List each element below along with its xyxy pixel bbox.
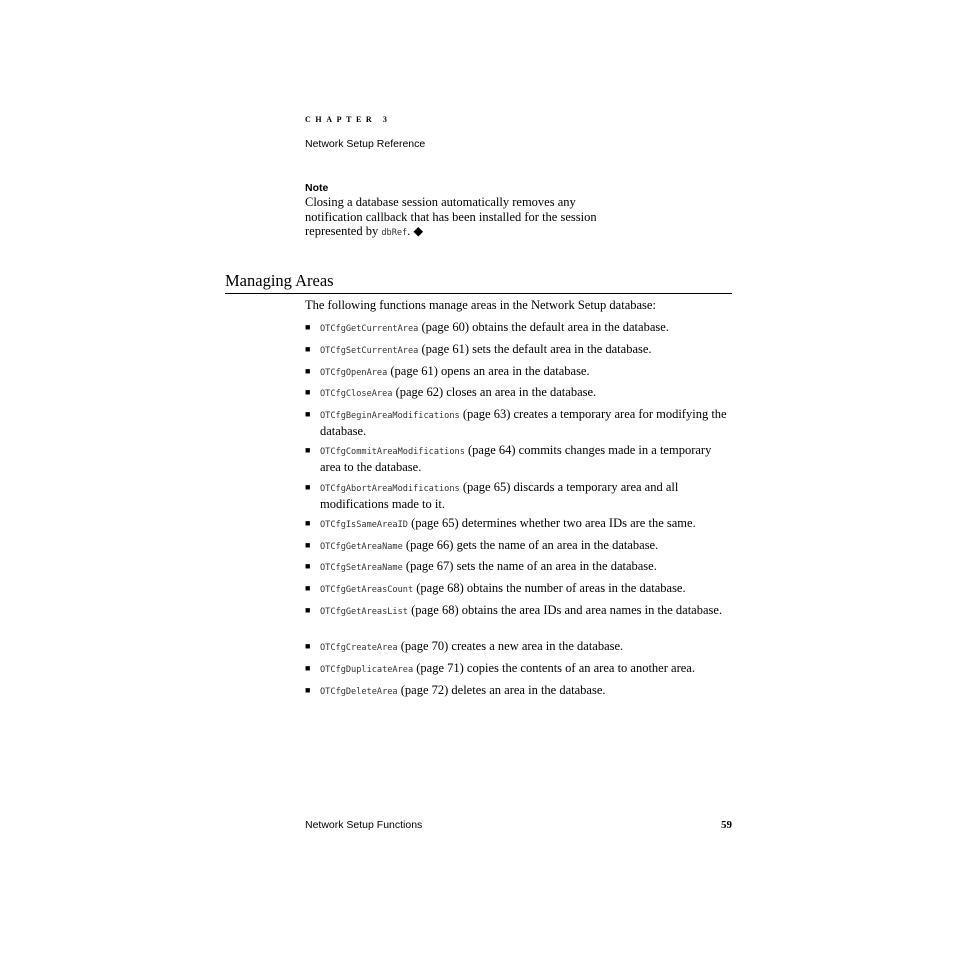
note-end: . ◆: [407, 224, 424, 238]
note-text: Closing a database session automatically removes any notification callback that has been installed for the session represented by: [305, 195, 597, 238]
list-item-text: [320, 480, 730, 511]
list-item: [305, 538, 730, 555]
function-description: (page 62) closes an area in the database.: [392, 385, 597, 399]
note-box: [305, 182, 635, 241]
function-description: (page 71) copies the contents of an area to another area.: [413, 661, 695, 675]
list-item: [305, 320, 730, 337]
list-item-text: [320, 516, 730, 533]
page-number: 59: [721, 819, 732, 831]
list-item-text: [320, 661, 730, 678]
list-item: [305, 364, 730, 381]
list-item-text: [320, 639, 730, 656]
function-description: (page 70) creates a new area in the database.: [397, 639, 624, 653]
note-code: dbRef: [381, 228, 408, 238]
note-title: Note: [305, 182, 329, 194]
list-item-text: [320, 603, 730, 620]
bullet-icon: ■: [305, 344, 311, 354]
function-name-link[interactable]: OTCfgGetAreasCount: [320, 585, 414, 595]
list-item: [305, 342, 730, 359]
list-item: [305, 603, 730, 620]
function-name-link[interactable]: OTCfgCommitAreaModifications: [320, 447, 465, 457]
function-name-link[interactable]: OTCfgOpenArea: [320, 368, 388, 378]
list-item: [305, 683, 730, 700]
function-description: (page 66) gets the name of an area in the database.: [402, 538, 659, 552]
bullet-icon: ■: [305, 685, 311, 695]
function-name-link[interactable]: OTCfgSetCurrentArea: [320, 346, 419, 356]
footer-section: Network Setup Functions: [305, 819, 423, 831]
bullet-icon: ■: [305, 518, 311, 528]
function-name-link[interactable]: OTCfgCreateArea: [320, 643, 398, 653]
function-description: (page 63) creates a temporary area for modifying the database.: [320, 407, 727, 438]
bullet-icon: ■: [305, 663, 311, 673]
section-intro: The following functions manage areas in the Network Setup database:: [305, 298, 656, 312]
heading-rule: [225, 293, 732, 294]
function-description: (page 61) opens an area in the database.: [387, 364, 590, 378]
list-item: [305, 480, 730, 511]
bullet-icon: ■: [305, 445, 311, 455]
function-description: (page 72) deletes an area in the database.: [397, 683, 606, 697]
list-item-text: [320, 364, 730, 381]
function-name-link[interactable]: OTCfgCloseArea: [320, 389, 393, 399]
bullet-icon: ■: [305, 482, 311, 492]
function-name-link[interactable]: OTCfgIsSameAreaID: [320, 520, 408, 530]
function-name-link[interactable]: OTCfgGetAreasList: [320, 607, 408, 617]
list-item-text: [320, 581, 730, 598]
list-item-text: [320, 385, 730, 402]
function-name-link[interactable]: OTCfgSetAreaName: [320, 563, 403, 573]
bullet-icon: ■: [305, 540, 311, 550]
list-item: [305, 443, 730, 474]
bullet-icon: ■: [305, 561, 311, 571]
section-heading: Managing Areas: [225, 271, 334, 290]
function-name-link[interactable]: OTCfgAbortAreaModifications: [320, 484, 460, 494]
bullet-icon: ■: [305, 322, 311, 332]
list-item-text: [320, 320, 730, 337]
list-item: [305, 661, 730, 678]
function-name-link[interactable]: OTCfgDuplicateArea: [320, 665, 414, 675]
function-name-link[interactable]: OTCfgGetAreaName: [320, 542, 403, 552]
list-item-text: [320, 538, 730, 555]
function-description: (page 68) obtains the area IDs and area names in the database.: [407, 603, 723, 617]
function-description: (page 60) obtains the default area in the database.: [418, 320, 669, 334]
function-description: (page 64) commits changes made in a temporary area to the database.: [320, 443, 712, 474]
list-item-text: [320, 683, 730, 700]
list-item: [305, 559, 730, 576]
list-item-text: [320, 443, 730, 474]
list-item: [305, 516, 730, 533]
function-name-link[interactable]: OTCfgDeleteArea: [320, 687, 398, 697]
function-name-link[interactable]: OTCfgBeginAreaModifications: [320, 411, 460, 421]
chapter-label: CHAPTER 3: [305, 115, 392, 124]
bullet-icon: ■: [305, 605, 311, 615]
bullet-icon: ■: [305, 387, 311, 397]
function-description: (page 68) obtains the number of areas in the database.: [413, 581, 686, 595]
function-description: (page 61) sets the default area in the database.: [418, 342, 652, 356]
running-head: Network Setup Reference: [305, 138, 426, 150]
list-item-text: [320, 559, 730, 576]
function-name-link[interactable]: OTCfgGetCurrentArea: [320, 324, 419, 334]
note-body: [305, 195, 635, 241]
bullet-icon: ■: [305, 409, 311, 419]
list-item-text: [320, 342, 730, 359]
bullet-icon: ■: [305, 583, 311, 593]
function-description: (page 67) sets the name of an area in the database.: [402, 559, 657, 573]
list-item: [305, 581, 730, 598]
list-item-text: [320, 407, 730, 438]
function-description: (page 65) determines whether two area IDs are the same.: [407, 516, 696, 530]
list-item: [305, 639, 730, 656]
bullet-icon: ■: [305, 641, 311, 651]
list-item: [305, 385, 730, 402]
list-item: [305, 407, 730, 438]
function-description: (page 65) discards a temporary area and all modifications made to it.: [320, 480, 679, 511]
bullet-icon: ■: [305, 366, 311, 376]
